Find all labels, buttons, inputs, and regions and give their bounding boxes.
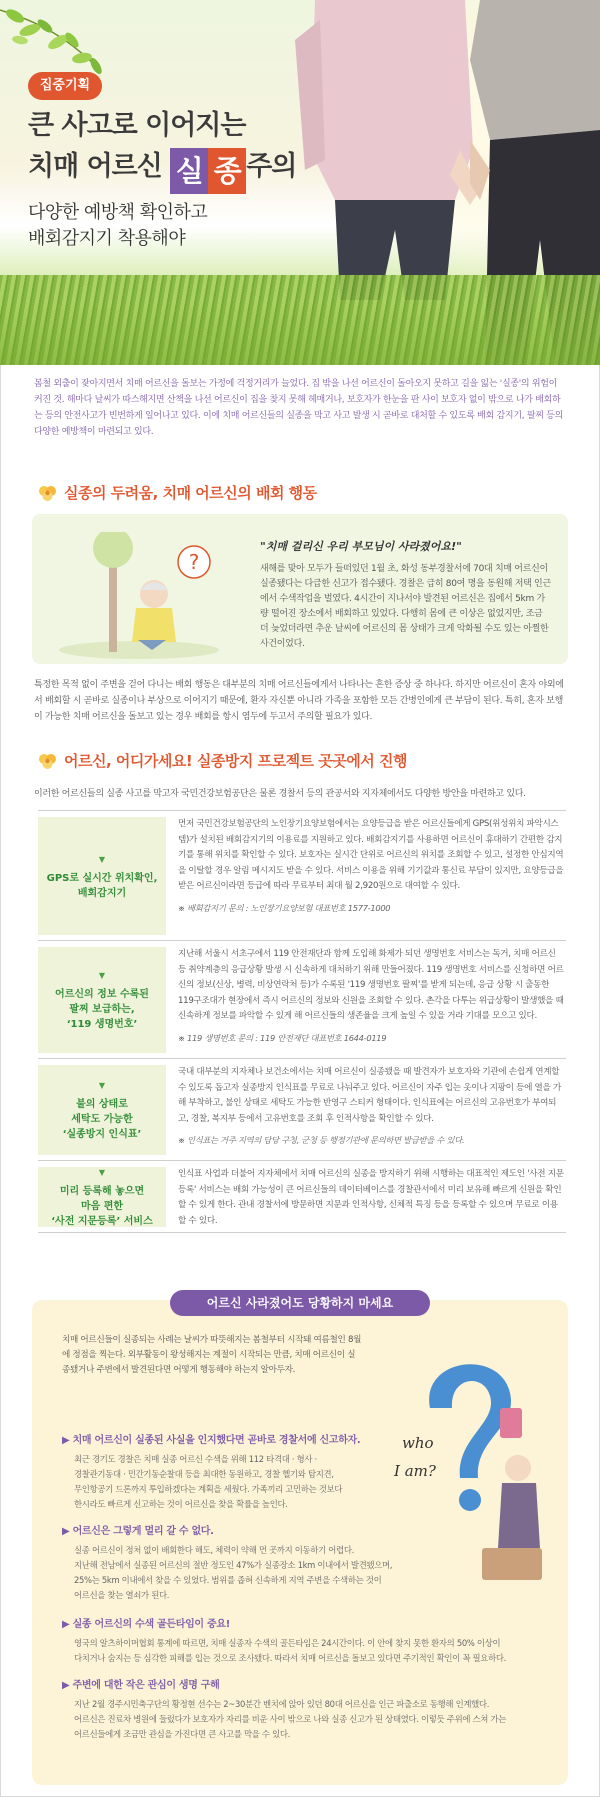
elderly-confused-illustration <box>54 532 224 660</box>
headline-line1: 큰 사고로 이어지는 <box>28 110 246 141</box>
flower-icon <box>38 752 58 770</box>
headline-line2 <box>28 144 296 194</box>
tip-heading: ▶ 치매 어르신이 실종된 사실을 인지했다면 곧바로 경찰서에 신고하자. <box>62 1435 361 1446</box>
headline-line2-pre: 치매 어르신 <box>28 151 171 182</box>
headline-highlight-1: 실 <box>170 148 208 194</box>
row-label-line: 미리 등록해 놓으면 <box>59 1186 145 1197</box>
subtitle-line2: 배회감지기 착용해야 <box>28 228 186 249</box>
category-badge: 집중기획 <box>28 72 102 100</box>
tip-line: 영국의 알츠하이머협회 통계에 따르면, 치매 실종자 수색의 골든타임은 24시간이다. 이 안에 찾지 못한 환자의 50% 이상이 <box>74 1638 501 1648</box>
section2-heading <box>38 750 407 771</box>
case-body: 새해를 맞아 모두가 들떠있던 1월 초, 화성 동부경찰서에 70대 치매 어르신이 실종됐다는 다급한 신고가 접수됐다. 경찰은 급히 80여 명을 동원해 저택 인근에서 수색작업을 벌였다. 4시간이 지나서야 발견된 어르신은 집에서 5km 가량 떨어진 장소에서 배회하고 있었다. 다행히 몸에 큰 이상은 없었지만, 조금 더 늦었더라면 추운 날씨에 어르신의 몸 상태가 크게 악화될 수도 있는 아찔한 사건이었다. <box>260 564 551 649</box>
row-note: ※ 119 생명번호 문의 : 119 안전재단 대표번호 1644-0119 <box>178 1032 387 1043</box>
flower-icon <box>38 484 58 502</box>
tip-line: 다치거나 숨지는 등 심각한 피해를 입는 것으로 조사됐다. 따라서 치매 어르신을 돌보고 있다면 주기적인 확인이 꼭 필요하다. <box>74 1653 507 1663</box>
tip-line: 경찰관기동대 · 민간기동순찰대 등을 최대한 동원하고, 경찰 헬기와 탐지견, <box>74 1469 334 1479</box>
row-description-text: 국내 대부분의 지자체나 보건소에서는 치매 어르신이 실종됐을 때 발견자가 보호자와 기관에 손쉽게 연계할 수 있도록 돕고자 실종방지 인식표를 무료로 나눠주고 있다. 어르신이 자주 입는 옷이나 지팡이 등에 열을 가해 부착하고, 불인 상태로 세탁도 가능한 반영구 스티커 형태이다. 인식표에는 어르신의 고유번호가 부여되고, 경찰, 복지부 등에서 고유번호를 조회 후 인적사항을 확인할 수 있다. <box>178 1067 561 1124</box>
hero-banner <box>0 0 600 365</box>
tip-line: 어르신을 찾는 열쇠가 된다. <box>74 1590 170 1600</box>
table-row <box>38 811 566 941</box>
row-description <box>178 1065 564 1149</box>
row-description <box>178 817 564 916</box>
row-label-line: 마음 편한 <box>80 1201 124 1212</box>
intro-paragraph: 봄철 외출이 잦아지면서 치매 어르신을 돌보는 가정에 걱정거리가 늘었다. 집 밖을 나선 어르신이 돌아오지 못하고 길을 잃는 '실종'의 위험이 커진 것. 해마다 날씨가 따스해지면 산책을 나선 어르신이 집을 찾지 못해 헤매거나, 보호자가 한눈을 판 사이 보호자 없이 밖으로 나가 배회하는 등의 안전사고가 빈번하게 일어나고 있다. 이에 치매 어르신들의 실종을 막고 사고 발생 시 곧바로 대처할 수 있도록 배회 감지기, 팔찌 등의 다양한 예방책이 마련되고 있다. <box>34 379 563 437</box>
iam-text: I am? <box>394 1462 436 1480</box>
row-label-line: ‘실종방지 인식표’ <box>62 1129 142 1140</box>
who-am-i-illustration <box>390 1348 550 1583</box>
triangle-down-icon: ▼ <box>98 1168 106 1177</box>
person-illustration-pink <box>295 0 480 300</box>
tip-line: 최근 경기도 경찰은 치매 실종 어르신 수색을 위해 112 타격대 · 형사 · <box>74 1454 317 1464</box>
tips-intro: 치매 어르신들이 실종되는 사례는 날씨가 따뜻해지는 봄철부터 시작돼 여름철인 8월에 정점을 찍는다. 외부활동이 왕성해지는 계절이 시작되는 만큼, 치매 어르신이 실종됐거나 주변에서 발견된다면 어떻게 행동해야 하는지 알아두자. <box>62 1335 362 1375</box>
prevention-table <box>38 810 566 1232</box>
row-label <box>38 1167 166 1227</box>
tip-line: 한시라도 빠르게 신고하는 것이 어르신을 찾을 확률을 높인다. <box>74 1499 288 1509</box>
tip-body <box>74 1636 506 1666</box>
row-description-text: 인식표 사업과 더불어 지자체에서 치매 어르신의 실종을 방지하기 위해 시행하는 대표적인 제도인 '사전 지문등록' 서비스는 배회 가능성이 큰 어르신들의 데이터베이스를 경찰관서에서 미리 보유해 빠르게 신원을 확인할 수 있게 한다. 관내 경찰서에 방문하면 지문과 인적사항, 신체적 특징 등을 등록할 수 있으며 무료로 이용할 수 있다. <box>178 1169 564 1226</box>
row-label <box>38 817 166 935</box>
row-label-line: 배회감지기 <box>77 887 127 899</box>
row-label <box>38 947 166 1053</box>
triangle-down-icon: ▼ <box>98 1081 106 1090</box>
tip-heading: ▶ 주변에 대한 작은 관심이 생명 구해 <box>62 1680 220 1691</box>
row-description-text: 지난해 서울시 서초구에서 119 안전재단과 함께 도입해 화제가 되던 생명번호 서비스는 독거, 치매 어르신 등 취약계층의 응급상황 발생 시 신속하게 대처하기 위해 만들어졌다. 119 생명번호 서비스를 신청하면 어르신의 정보(신상, 병력, 비상연락처 등)가 수록된 '119 생명번호 팔찌'를 받게 되는데, 응급 상황 시 출동한 119구조대가 현장에서 즉시 어르신의 정보와 신원을 조회할 수 있다. 촌각을 다투는 위급상황이 발생했을 때 신속하게 정보를 파악할 수 있게 해 어르신들의 생존율을 크게 높일 수 있을 거라 기대를 모으고 있다. <box>178 949 564 1021</box>
triangle-down-icon: ▼ <box>98 971 106 980</box>
row-note: ※ 배회감지기 문의 : 노인장기요양보험 대표번호 1577-1000 <box>178 902 391 913</box>
tip-line: 지난해 전남에서 실종된 어르신의 절반 정도인 47%가 실종장소 1km 이내에서 발견됐으며, <box>74 1560 393 1570</box>
row-label-line: GPS로 실시간 위치확인, <box>46 872 158 884</box>
grass-shade <box>0 305 600 365</box>
triangle-down-icon: ▼ <box>98 854 106 864</box>
who-text: who <box>402 1434 434 1452</box>
table-row <box>38 1161 566 1233</box>
hero-subtitle <box>28 200 207 252</box>
case-quote: "치매 걸리신 우리 부모님이 사라졌어요!" <box>260 540 462 553</box>
row-description <box>178 1167 564 1229</box>
tip-body <box>74 1543 392 1603</box>
row-label-line: ‘119 생명번호’ <box>66 1019 138 1030</box>
row-label-line: 세탁도 가능한 <box>71 1114 133 1125</box>
table-row <box>38 941 566 1059</box>
tip-line: 25%는 5km 이내에서 찾을 수 있었다. 범위를 좁혀 신속하게 지역 주변을 수색하는 것이 <box>74 1575 382 1585</box>
tip-body <box>74 1452 342 1512</box>
row-label-line: ‘사전 지문등록’ 서비스 <box>51 1216 153 1227</box>
section2-lead: 이러한 어르신들의 실종 사고를 막고자 국민건강보험공단은 물론 경찰서 등의 관공서와 지자체에서도 다양한 방안을 마련하고 있다. <box>34 789 526 799</box>
case-box <box>32 514 568 664</box>
tip-heading: ▶ 어르신은 그렇게 멀리 갈 수 없다. <box>62 1526 214 1537</box>
section1-heading <box>38 482 317 503</box>
section2-heading-text: 어르신, 어디가세요! 실종방지 프로젝트 곳곳에서 진행 <box>64 752 407 770</box>
headline-highlight-2: 종 <box>208 148 246 194</box>
row-note: ※ 인식표는 거주 지역의 담당 구청, 군청 등 행정기관에 문의하면 발급받을 수 있다. <box>178 1135 465 1145</box>
row-label-line: 팔찌 보급하는, <box>69 1004 135 1015</box>
headline-line2-post: 주의 <box>246 151 297 182</box>
row-label <box>38 1065 166 1155</box>
tip-line: 어르신들에게 조금만 관심을 가진다면 큰 사고를 막을 수 있다. <box>74 1729 291 1739</box>
tip-line: 실종 어르신이 정처 없이 배회한다 해도, 체력이 약해 먼 곳까지 이동하기 어렵다. <box>74 1545 354 1555</box>
subtitle-line1: 다양한 예방책 확인하고 <box>28 202 208 223</box>
question-mark-glyph: ? <box>188 550 200 574</box>
tip-line: 지난 2월 경주시민축구단의 황정현 선수는 2~30분간 벤치에 앉아 있던 80대 어르신을 인근 파출소로 동행해 인계했다. <box>74 1699 490 1709</box>
row-description <box>178 947 564 1046</box>
section1-paragraph: 특정한 목적 없이 주변을 걷어 다니는 배회 행동은 대부분의 치매 어르신들에게서 나타나는 흔한 증상 중 하나다. 하지만 어르신이 혼자 야외에서 배회할 시 곧바로 실종이나 부상으로 이어지기 때문에, 환자 자신뿐 아니라 가족을 포함한 모든 간병인에게 큰 부담이 된다. 특히, 혼자 보행이 가능한 치매 어르신을 돌보고 있는 경우 배회를 항시 염두에 두고서 주의할 필요가 있다. <box>34 680 564 722</box>
row-label-line: 불의 상태로 <box>76 1099 128 1110</box>
tip-line: 무인항공기 드론까지 투입하겠다는 계획을 세웠다. 가족끼리 고민하는 것보다 <box>74 1484 343 1494</box>
tip-body <box>74 1697 506 1742</box>
row-description-text: 먼저 국민건강보험공단의 노인장기요양보험에서는 요양등급을 받은 어르신들에게 GPS(위성위치 파악시스템)가 설치된 배회감지기의 이용료를 지원하고 있다. 배회감지기를 사용하면 어르신이 휴대하기 간편한 감지기를 통해 위치를 확인할 수 있다. 보호자는 실시간 단위로 어르신의 위치를 조회할 수 있고, 설정한 안심지역을 이탈할 경우 알림 메시지도 받을 수 있다. 서비스 이용을 위해 기기값과 통신료 부담이 있지만, 요양등급을 받은 어르신이라면 등급에 따라 무료부터 최대 월 2,920원으로 대여할 수 있다. <box>178 819 564 891</box>
tip-heading: ▶ 실종 어르신의 수색 골든타임이 중요! <box>62 1619 230 1630</box>
row-label-line: 어르신의 정보 수록된 <box>55 989 149 1000</box>
tip-line: 어르신은 진료차 병원에 들렀다가 보호자가 자리를 비운 사이 밖으로 나와 실종 신고가 된 상태였다. 이렇듯 주위에 스쳐 가는 <box>74 1714 507 1724</box>
section1-heading-text: 실종의 두려움, 치매 어르신의 배회 행동 <box>64 484 317 502</box>
table-row <box>38 1059 566 1161</box>
tips-box-title: 어르신 사라졌어도 당황하지 마세요 <box>170 1290 430 1316</box>
